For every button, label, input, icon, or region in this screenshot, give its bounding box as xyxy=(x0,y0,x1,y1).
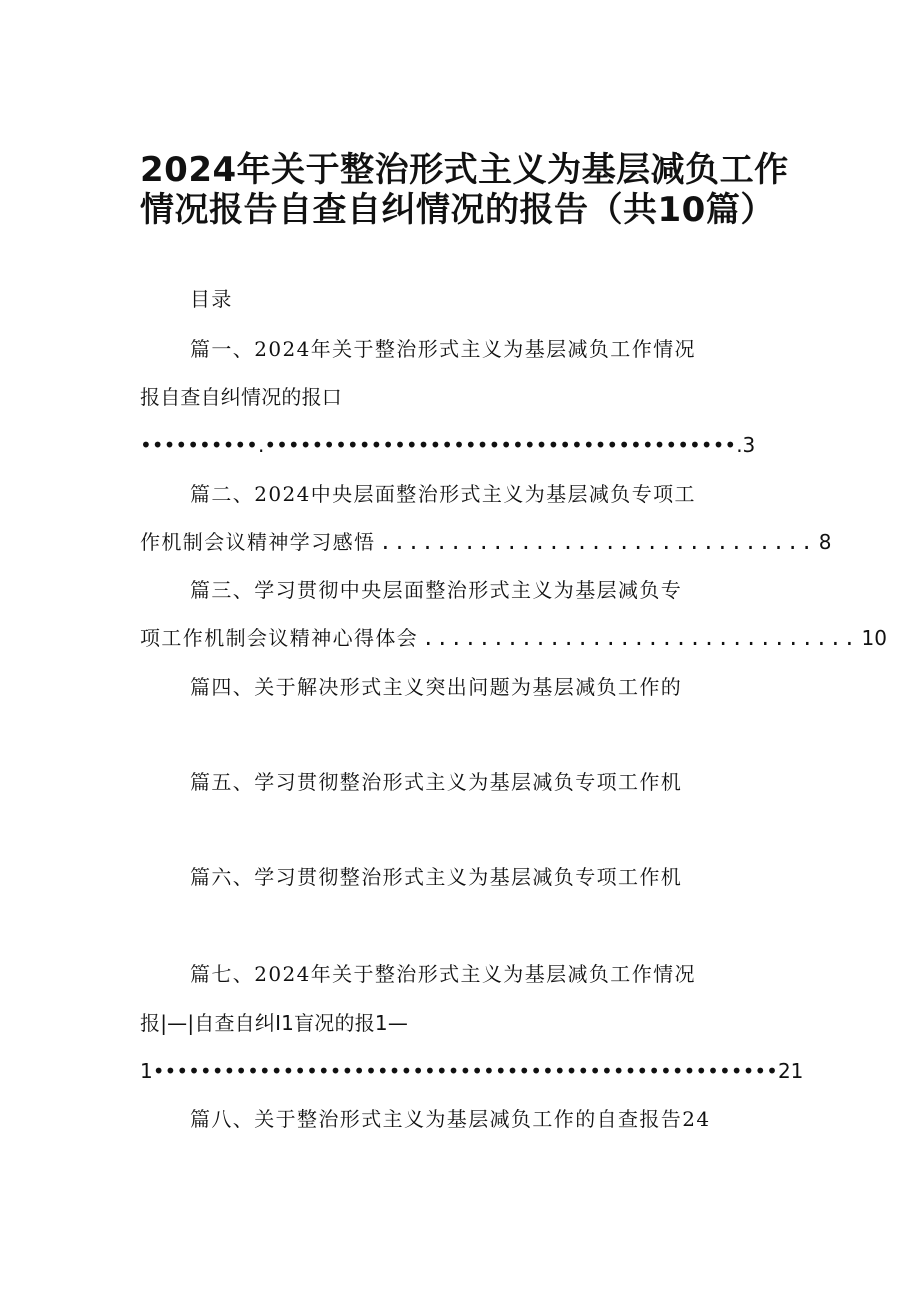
toc-entry-2-leader: ............................... xyxy=(379,530,815,554)
toc-entry-3-leader: ............................... xyxy=(422,626,858,650)
toc-entry-2-text: 作机制会议精神学习感悟 xyxy=(140,530,376,554)
toc-entry-2-page: 8 xyxy=(818,530,832,554)
toc-entry-3-text: 项工作机制会议精神心得体会 xyxy=(140,626,419,650)
toc-entry-8-line-1[interactable]: 篇八、关于整治形式主义为基层减负工作的自查报告24 xyxy=(190,1107,711,1131)
document-title-line-1: 2024年关于整治形式主义为基层减负工作 xyxy=(140,150,789,190)
toc-entry-7-leader: 1•••••••••••••••••••••••••••••••••••••••••••••••••••••21 xyxy=(140,1059,804,1083)
toc-entry-2-line-1[interactable]: 篇二、2024中央层面整治形式主义为基层减负专项工 xyxy=(190,482,696,506)
toc-entry-7-line-1[interactable]: 篇七、2024年关于整治形式主义为基层减负工作情况 xyxy=(190,962,696,986)
toc-entry-3-page: 10 xyxy=(861,626,887,650)
toc-entry-6-line-1[interactable]: 篇六、学习贯彻整治形式主义为基层减负专项工作机 xyxy=(190,865,683,889)
toc-entry-1-line-2[interactable]: 报自查自纠情况的报口 xyxy=(140,385,342,409)
toc-entry-4-line-1[interactable]: 篇四、关于解决形式主义突出问题为基层减负工作的 xyxy=(190,675,683,699)
toc-entry-1-line-1[interactable]: 篇一、2024年关于整治形式主义为基层减负工作情况 xyxy=(190,337,696,361)
toc-heading: 目录 xyxy=(190,287,233,311)
toc-entry-3-line-1[interactable]: 篇三、学习贯彻中央层面整治形式主义为基层减负专 xyxy=(190,578,683,602)
toc-entry-7-line-2[interactable]: 报|—|自查自纠I1盲况的报1— xyxy=(140,1011,409,1035)
toc-entry-1-leader: ••••••••••.••••••••••••••••••••••••••••••••••••••••.3 xyxy=(140,433,756,457)
document-title-line-2: 情况报告自查自纠情况的报告（共10篇） xyxy=(140,190,775,230)
toc-entry-2-line-2[interactable] xyxy=(140,528,832,556)
toc-entry-5-line-1[interactable]: 篇五、学习贯彻整治形式主义为基层减负专项工作机 xyxy=(190,770,683,794)
toc-entry-3-line-2[interactable] xyxy=(140,624,887,652)
